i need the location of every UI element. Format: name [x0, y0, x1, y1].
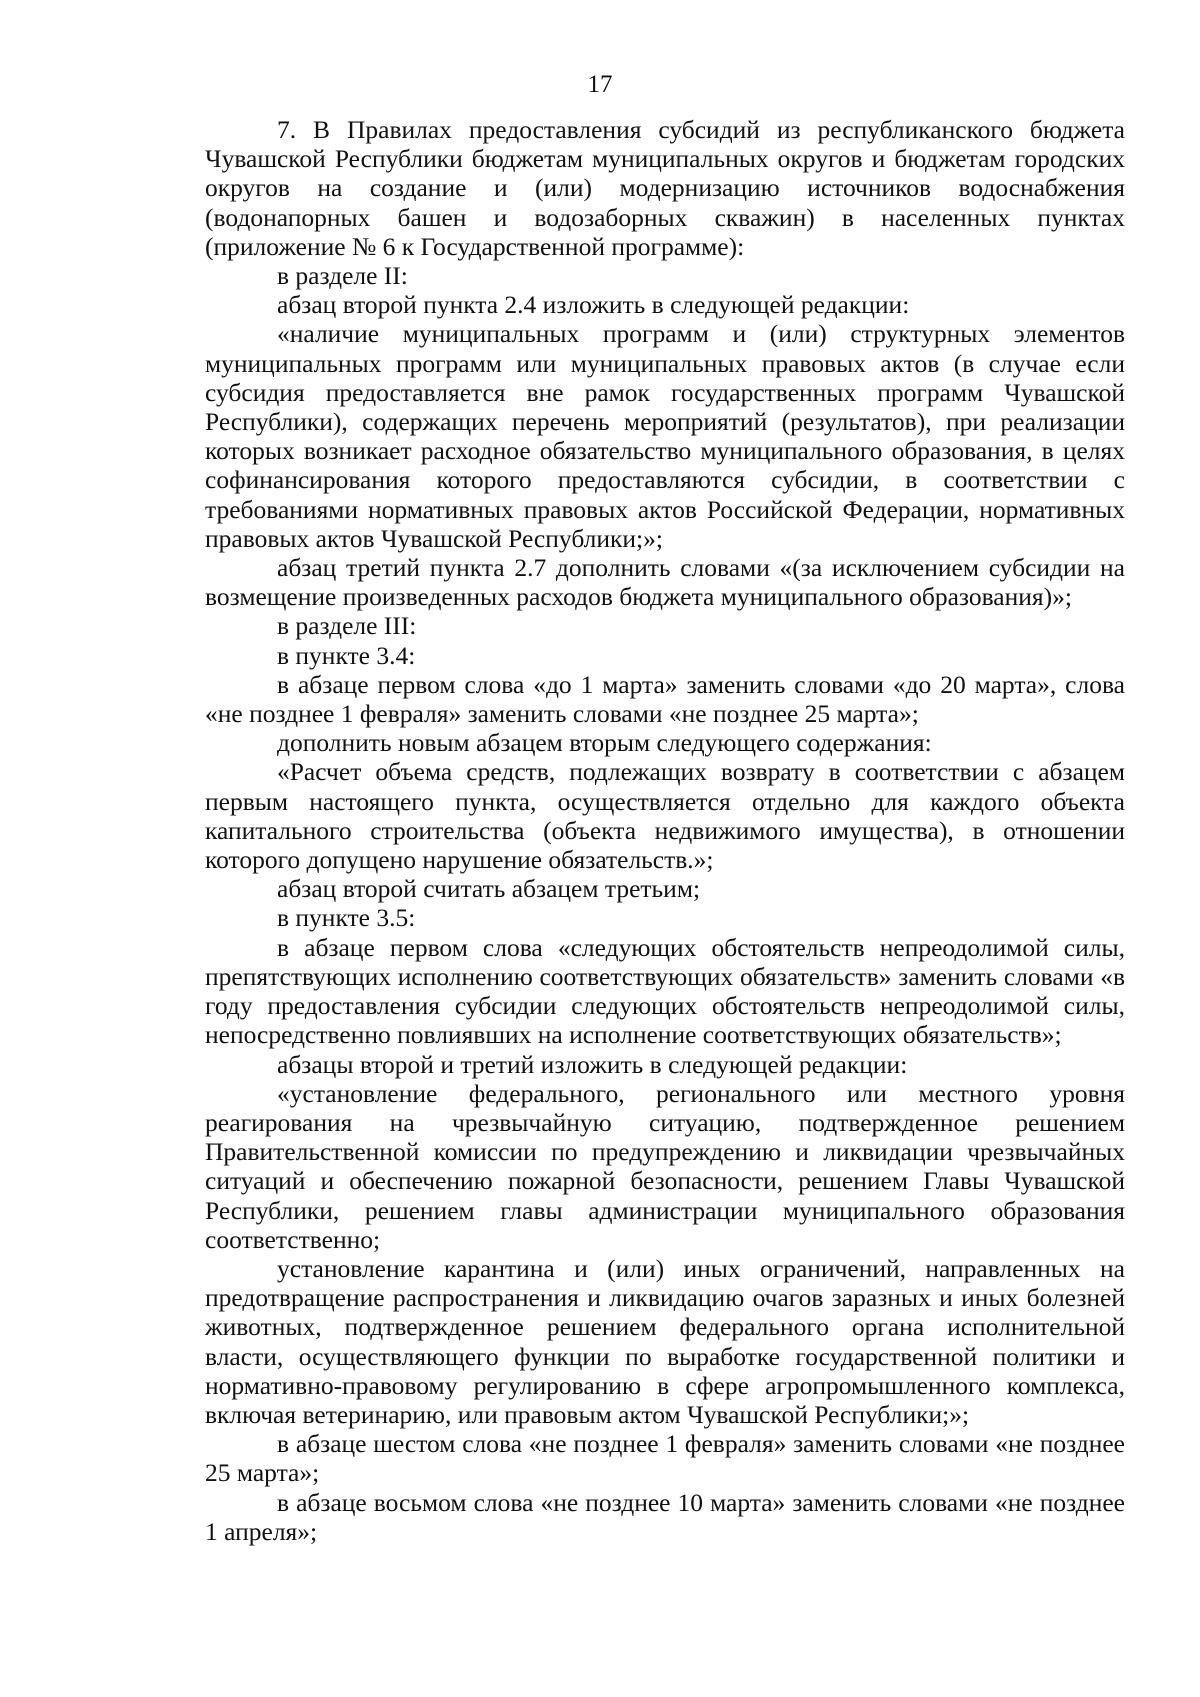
paragraph-11: абзац второй считать абзацем третьим; — [277, 874, 701, 904]
paragraph-17: в абзаце шестом слова «не позднее 1 февраля» заменить словами «не позднее 25 марта»; — [205, 1429, 1125, 1488]
page-number: 17 — [587, 71, 613, 98]
document-body — [205, 115, 1125, 1546]
paragraph-16: установление карантина и (или) иных ограничений, направленных на предотвращение распространения и ликвидацию очагов заразных и иных болезней животных, подтвержденное решением федерального органа исполнительной власти, осуществляющего функции по выработке государственной политики и нормативно-правовому регулированию в сфере агропромышленного комплекса, включая ветеринарию, или правовым актом Чувашской Республики;»; — [205, 1253, 1125, 1429]
paragraph-15: «установление федерального, регионального или местного уровня реагирования на чрезвычайную ситуацию, подтвержденное решением Правительственной комиссии по предупреждению и ликвидации чрезвычайных ситуаций и обеспечению пожарной безопасности, решением Главы Чувашской Республики, решением главы администрации муниципального образования соответственно; — [205, 1078, 1125, 1254]
paragraph-10: «Расчет объема средств, подлежащих возврату в соответствии с абзацем первым настоящего пункта, осуществляется отдельно для каждого объекта капитального строительства (объекта недвижимого имущества), в отношении которого допущено нарушение обязательств.»; — [205, 757, 1125, 875]
paragraph-9: дополнить новым абзацем вторым следующего содержания: — [277, 728, 932, 758]
paragraph-1: 7. В Правилах предоставления субсидий из республиканского бюджета Чувашской Республики бюджетам муниципальных округов и бюджетам городских округов на создание и (или) модернизацию источников водоснабжения (водонапорных башен и водозаборных скважин) в населенных пунктах (приложение № 6 к Государственной программе): — [205, 115, 1125, 261]
paragraph-18: в абзаце восьмом слова «не позднее 10 марта» заменить словами «не позднее 1 апреля»; — [205, 1487, 1125, 1546]
paragraph-7: в пункте 3.4: — [277, 640, 416, 670]
paragraph-8: в абзаце первом слова «до 1 марта» заменить словами «до 20 марта», слова «не позднее 1 февраля» заменить словами «не позднее 25 марта»; — [205, 669, 1125, 729]
paragraph-2: в разделе II: — [277, 261, 408, 291]
paragraph-5: абзац третий пункта 2.7 дополнить словами «(за исключением субсидии на возмещение произведенных расходов бюджета муниципального образования)»; — [205, 553, 1125, 612]
paragraph-3: абзац второй пункта 2.4 изложить в следующей редакции: — [277, 290, 910, 320]
paragraph-13: в абзаце первом слова «следующих обстоятельств непреодолимой силы, препятствующих исполнению соответствующих обязательств» заменить словами «в году предоставления субсидии следующих обстоятельств непреодолимой силы, непосредственно повлиявших на исполнение соответствующих обязательств»; — [205, 932, 1125, 1050]
paragraph-14: абзацы второй и третий изложить в следующей редакции: — [277, 1049, 908, 1079]
paragraph-12: в пункте 3.5: — [277, 903, 416, 933]
paragraph-6: в разделе III: — [277, 611, 417, 641]
paragraph-4: «наличие муниципальных программ и (или) структурных элементов муниципальных программ или муниципальных правовых актов (в случае если субсидия предоставляется вне рамок государственных программ Чувашской Республики), содержащих перечень мероприятий (результатов), при реализации которых возникает расходное обязательство муниципального образования, в целях софинансирования которого предоставляются субсидии, в соответствии с требованиями нормативных правовых актов Российской Федерации, нормативных правовых актов Чувашской Республики;»; — [205, 319, 1125, 553]
